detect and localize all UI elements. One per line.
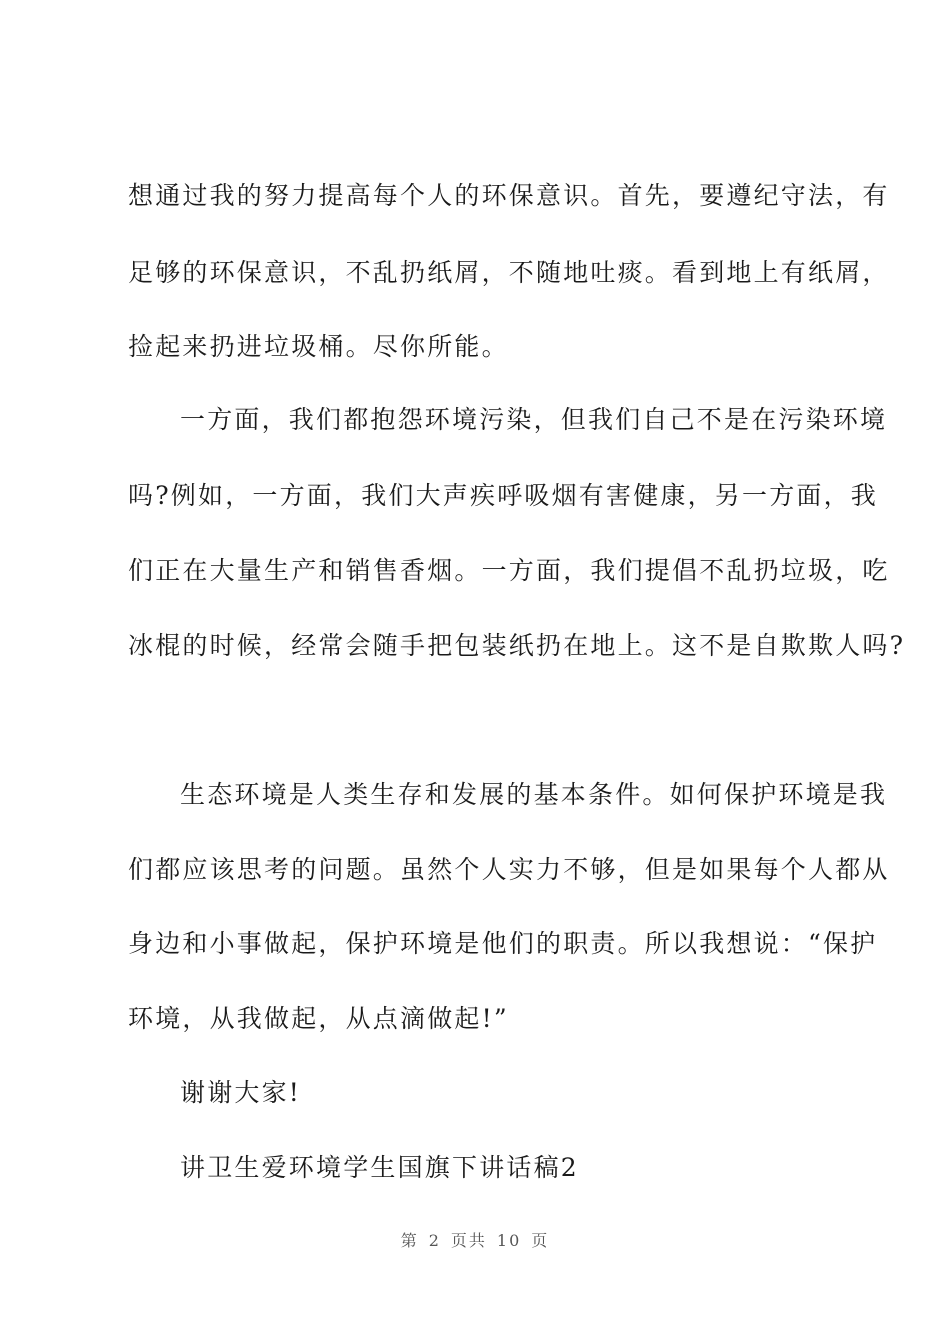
paragraph-1-line-1: 想通过我的努力提高每个人的环保意识。首先，要遵纪守法，有 (128, 181, 890, 210)
paragraph-3-line-3: 身边和小事做起，保护环境是他们的职责。所以我想说：“保护 (128, 929, 878, 958)
footer-page-number: 2 (428, 1231, 441, 1250)
footer-suffix: 页 (531, 1231, 550, 1250)
paragraph-3-line-2: 们都应该思考的问题。虽然个人实力不够，但是如果每个人都从 (128, 855, 890, 884)
paragraph-2-line-2: 吗?例如，一方面，我们大声疾呼吸烟有害健康，另一方面，我 (128, 481, 879, 510)
paragraph-3-line-4: 环境，从我做起，从点滴做起!” (128, 1004, 509, 1033)
paragraph-2-line-3: 们正在大量生产和销售香烟。一方面，我们提倡不乱扔垃圾，吃 (128, 556, 890, 585)
footer-middle: 页共 (450, 1231, 487, 1250)
paragraph-2-line-1: 一方面，我们都抱怨环境污染，但我们自己不是在污染环境 (180, 405, 888, 434)
footer-prefix: 第 (400, 1231, 419, 1250)
footer-total-pages: 10 (496, 1231, 522, 1250)
next-section-title: 讲卫生爱环境学生国旗下讲话稿2 (180, 1153, 579, 1182)
paragraph-3-line-1: 生态环境是人类生存和发展的基本条件。如何保护环境是我 (180, 780, 888, 809)
paragraph-1-line-3: 捡起来扔进垃圾桶。尽你所能。 (128, 332, 509, 361)
page-footer (0, 1228, 950, 1251)
thanks-line: 谢谢大家! (180, 1078, 302, 1107)
paragraph-1-line-2: 足够的环保意识，不乱扔纸屑，不随地吐痰。看到地上有纸屑， (128, 258, 890, 287)
paragraph-2-line-4: 冰棍的时候，经常会随手把包装纸扔在地上。这不是自欺欺人吗? (128, 631, 906, 660)
